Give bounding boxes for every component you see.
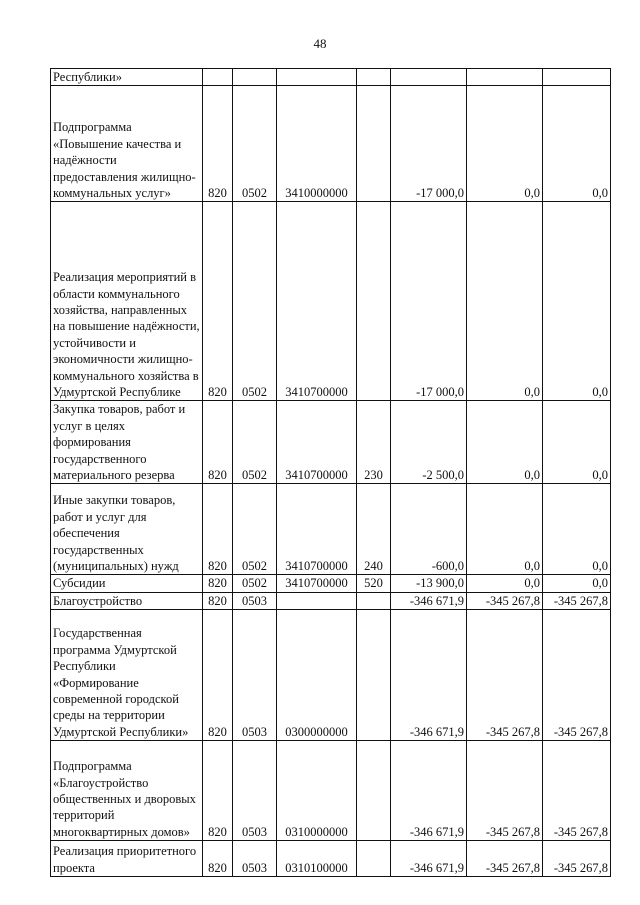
row-name-cell: Субсидии (51, 575, 203, 592)
row-name-cell: Государственная программа Удмуртской Республики «Формирование современной городской среды на территории Удмуртской Республики» (51, 610, 203, 741)
amount-year3-cell: 0,0 (543, 484, 611, 575)
target-code-cell: 0300000000 (277, 610, 357, 741)
ministry-code-cell: 820 (203, 592, 233, 609)
ministry-code-cell: 820 (203, 841, 233, 877)
amount-year2-cell: 0,0 (467, 484, 543, 575)
row-name-cell: Подпрограмма «Повышение качества и надёжности предоставления жилищно-коммунальных услуг» (51, 86, 203, 202)
amount-year3-cell: -345 267,8 (543, 741, 611, 841)
row-name-cell: Подпрограмма «Благоустройство общественных и дворовых территорий многоквартирных домов» (51, 741, 203, 841)
table-row (51, 592, 611, 609)
row-name-cell: Реализация приоритетного проекта (51, 841, 203, 877)
section-code-cell: 0502 (233, 484, 277, 575)
table-row (51, 841, 611, 877)
section-code-cell: 0502 (233, 202, 277, 401)
amount-year3-cell: 0,0 (543, 575, 611, 592)
amount-year3-cell: 0,0 (543, 401, 611, 484)
section-code-cell: 0503 (233, 741, 277, 841)
expense-type-cell (357, 610, 391, 741)
section-code-cell: 0502 (233, 401, 277, 484)
ministry-code-cell: 820 (203, 401, 233, 484)
target-code-cell (277, 592, 357, 609)
amount-year1-cell: -2 500,0 (391, 401, 467, 484)
target-code-cell: 0310100000 (277, 841, 357, 877)
amount-year2-cell: -345 267,8 (467, 592, 543, 609)
table-row (51, 401, 611, 484)
budget-table (50, 68, 611, 877)
expense-type-cell (357, 741, 391, 841)
amount-year1-cell: -17 000,0 (391, 202, 467, 401)
amount-year2-cell: 0,0 (467, 401, 543, 484)
target-code-cell: 0310000000 (277, 741, 357, 841)
amount-year2-cell: 0,0 (467, 575, 543, 592)
amount-year1-cell: -346 671,9 (391, 592, 467, 609)
amount-year2-cell: -345 267,8 (467, 610, 543, 741)
table-row (51, 86, 611, 202)
amount-year2-cell: -345 267,8 (467, 741, 543, 841)
ministry-code-cell: 820 (203, 86, 233, 202)
amount-year1-cell: -13 900,0 (391, 575, 467, 592)
amount-year3-cell: -345 267,8 (543, 841, 611, 877)
section-code-cell: 0503 (233, 610, 277, 741)
target-code-cell: 3410700000 (277, 202, 357, 401)
target-code-cell: 3410000000 (277, 86, 357, 202)
target-code-cell: 3410700000 (277, 401, 357, 484)
row-name-cell: Реализация мероприятий в области коммунального хозяйства, направленных на повышение надёжности, устойчивости и экономичности жилищно-коммунального хозяйства в Удмуртской Республике (51, 202, 203, 401)
expense-type-cell: 230 (357, 401, 391, 484)
row-name-cell: Благоустройство (51, 592, 203, 609)
table-row (51, 202, 611, 401)
amount-year3-cell (543, 69, 611, 86)
section-code-cell: 0502 (233, 86, 277, 202)
expense-type-cell (357, 592, 391, 609)
amount-year1-cell: -346 671,9 (391, 841, 467, 877)
table-row (51, 484, 611, 575)
expense-type-cell (357, 202, 391, 401)
ministry-code-cell: 820 (203, 202, 233, 401)
amount-year1-cell: -346 671,9 (391, 741, 467, 841)
ministry-code-cell (203, 69, 233, 86)
section-code-cell: 0503 (233, 592, 277, 609)
target-code-cell: 3410700000 (277, 484, 357, 575)
table-row (51, 610, 611, 741)
amount-year1-cell (391, 69, 467, 86)
expense-type-cell: 520 (357, 575, 391, 592)
amount-year2-cell (467, 69, 543, 86)
ministry-code-cell: 820 (203, 610, 233, 741)
row-name-cell: Республики» (51, 69, 203, 86)
amount-year3-cell: -345 267,8 (543, 610, 611, 741)
section-code-cell: 0503 (233, 841, 277, 877)
target-code-cell: 3410700000 (277, 575, 357, 592)
amount-year3-cell: 0,0 (543, 86, 611, 202)
expense-type-cell: 240 (357, 484, 391, 575)
amount-year1-cell: -346 671,9 (391, 610, 467, 741)
amount-year2-cell: -345 267,8 (467, 841, 543, 877)
expense-type-cell (357, 69, 391, 86)
ministry-code-cell: 820 (203, 484, 233, 575)
amount-year1-cell: -600,0 (391, 484, 467, 575)
amount-year2-cell: 0,0 (467, 86, 543, 202)
amount-year2-cell: 0,0 (467, 202, 543, 401)
row-name-cell: Иные закупки товаров, работ и услуг для обеспечения государственных (муниципальных) нужд (51, 484, 203, 575)
row-name-cell: Закупка товаров, работ и услуг в целях формирования государственного материального резерва (51, 401, 203, 484)
target-code-cell (277, 69, 357, 86)
section-code-cell: 0502 (233, 575, 277, 592)
expense-type-cell (357, 86, 391, 202)
table-row (51, 741, 611, 841)
ministry-code-cell: 820 (203, 741, 233, 841)
section-code-cell (233, 69, 277, 86)
expense-type-cell (357, 841, 391, 877)
table-row (51, 575, 611, 592)
table-row (51, 69, 611, 86)
page-number: 48 (313, 36, 327, 51)
amount-year3-cell: -345 267,8 (543, 592, 611, 609)
ministry-code-cell: 820 (203, 575, 233, 592)
amount-year1-cell: -17 000,0 (391, 86, 467, 202)
amount-year3-cell: 0,0 (543, 202, 611, 401)
